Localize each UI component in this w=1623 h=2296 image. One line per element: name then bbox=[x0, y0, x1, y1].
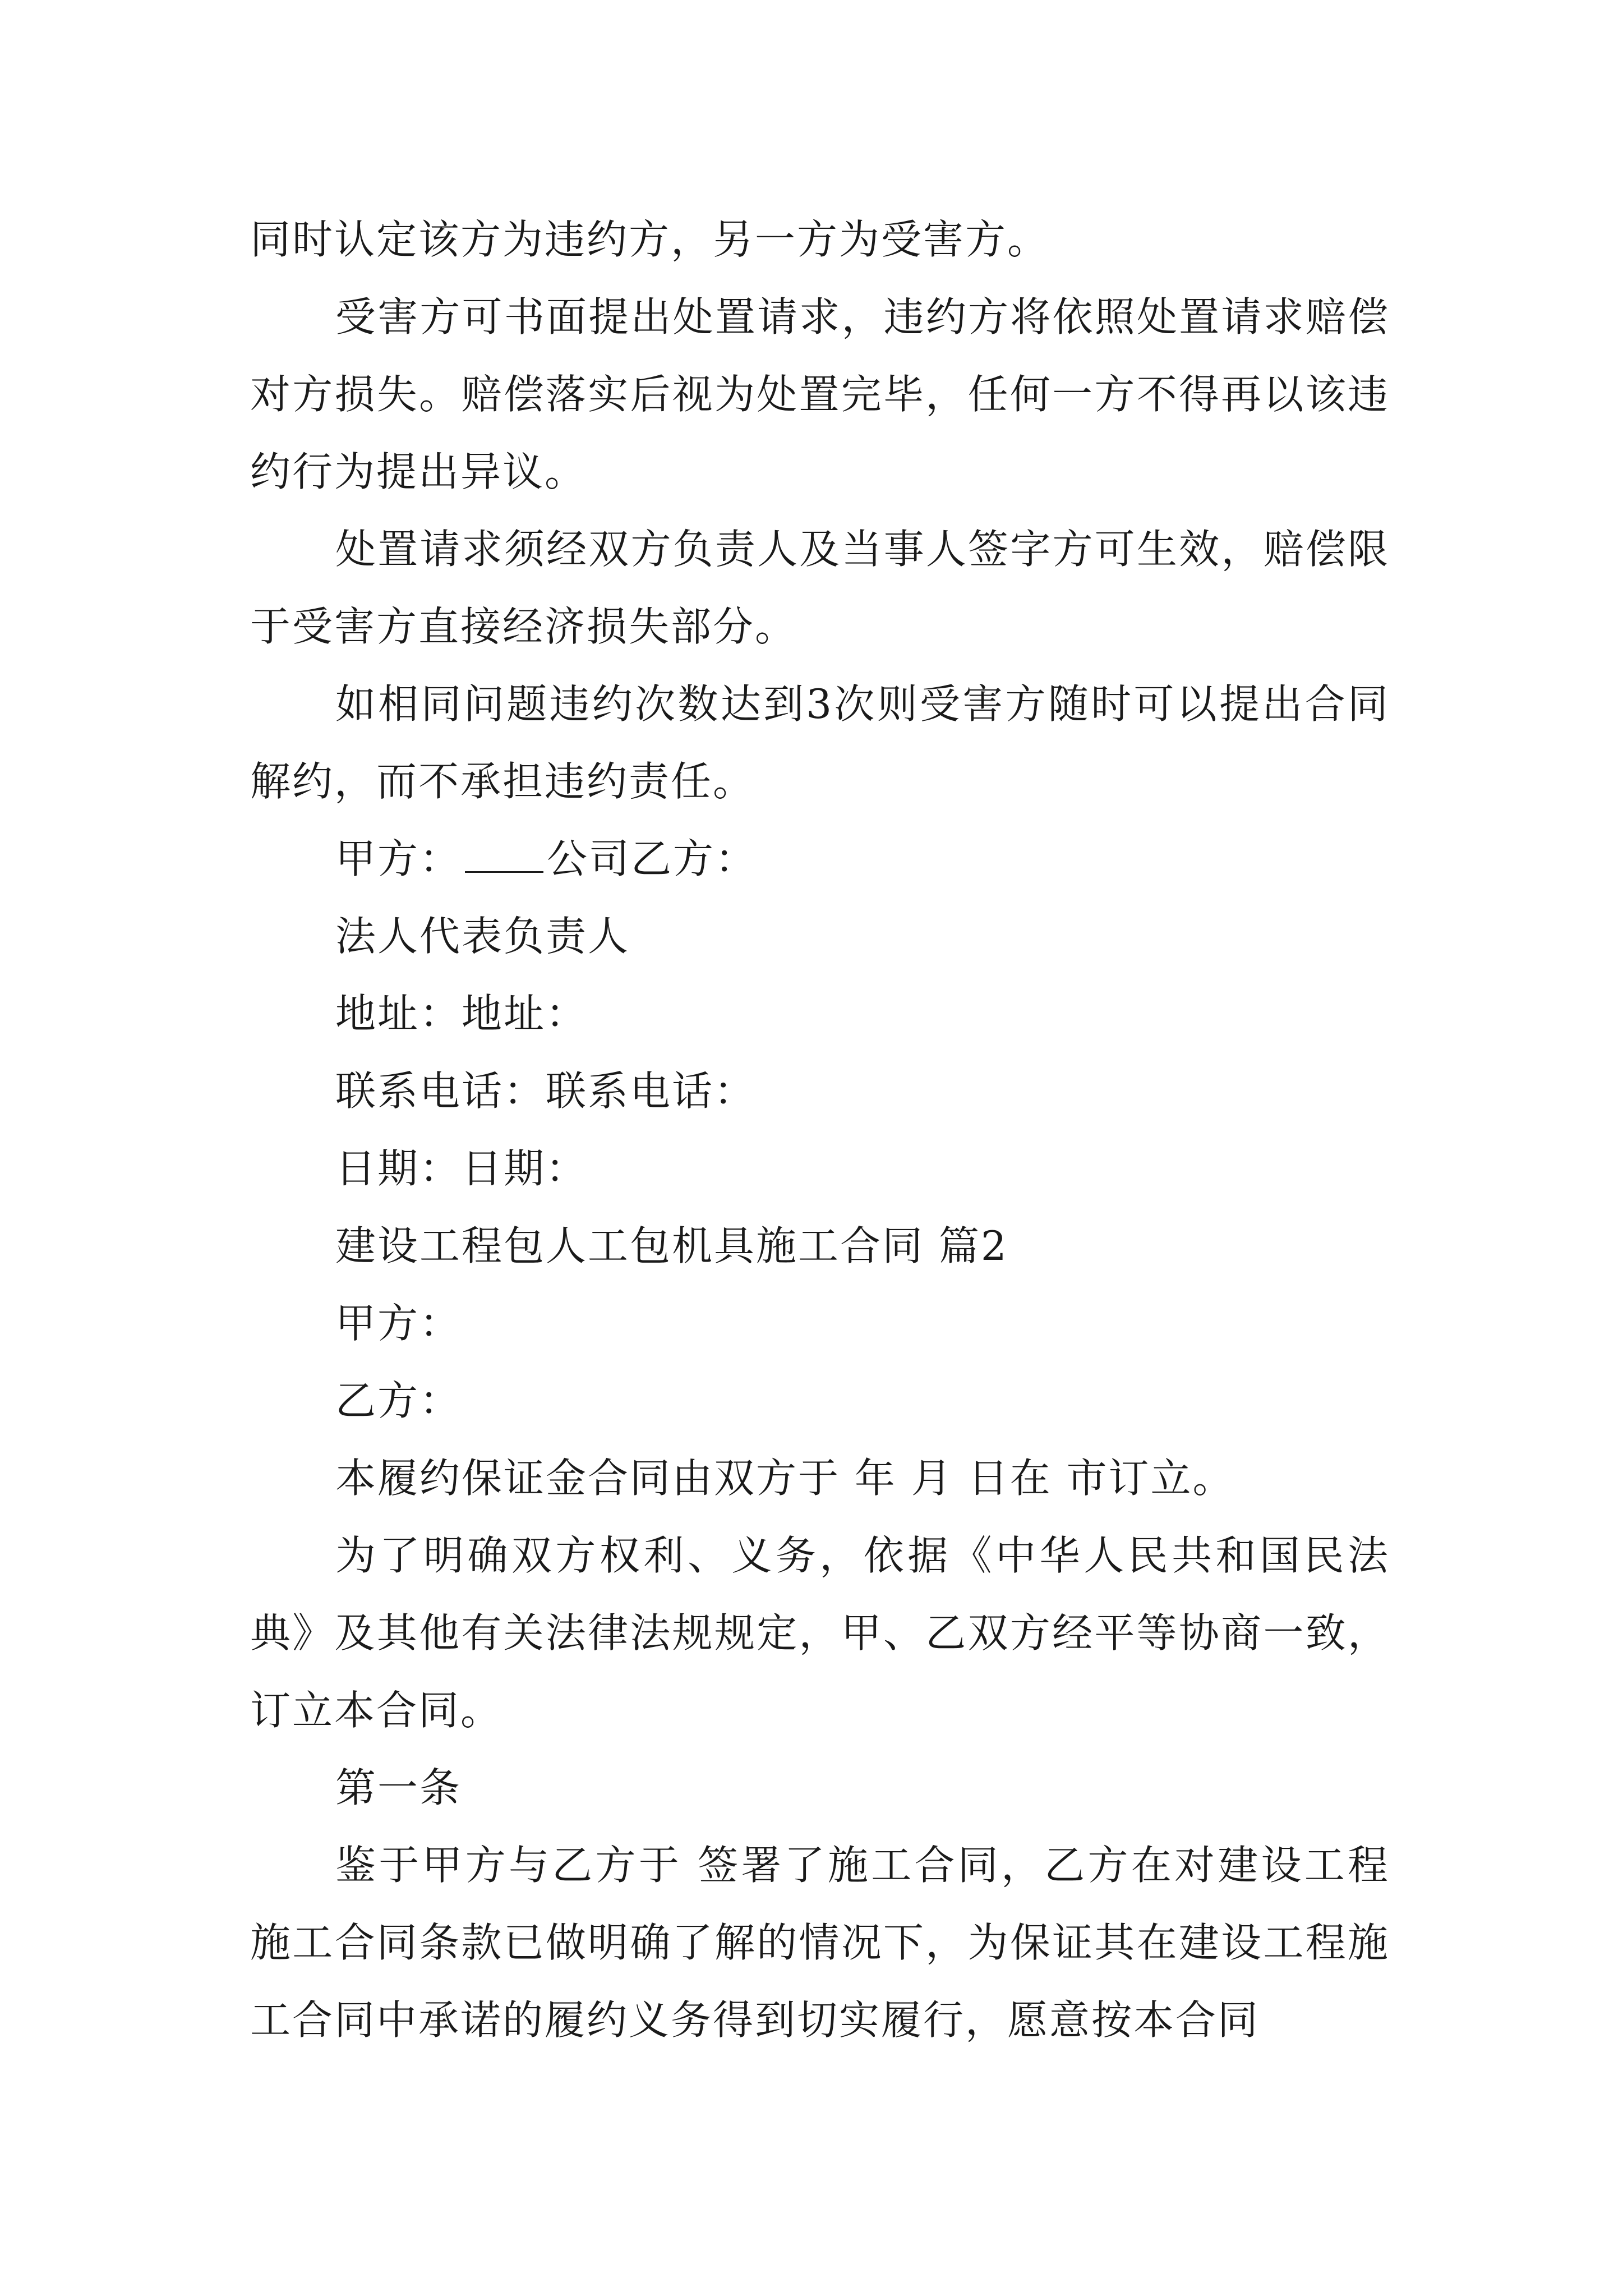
section-title: 建设工程包人工包机具施工合同 篇2 bbox=[335, 1222, 1008, 1269]
company-name-blank bbox=[465, 836, 543, 873]
legal-representative-line: 法人代表负责人 bbox=[335, 913, 630, 960]
party-b-line: 乙方： bbox=[335, 1377, 462, 1424]
article-one-heading: 第一条 bbox=[335, 1764, 462, 1811]
paragraph-purpose: 为了明确双方权利、义务，依据《中华人民共和国民法典》及其他有关法律法规规定，甲、乙双方经平等协商一致，订立本合同。 bbox=[250, 1532, 1390, 1734]
paragraph-3: 处置请求须经双方负责人及当事人签字方可生效，赔偿限于受害方直接经济损失部分。 bbox=[250, 526, 1390, 650]
party-b-label: 公司乙方： bbox=[547, 835, 758, 882]
party-a-label: 甲方： bbox=[335, 835, 462, 882]
party-a-signature-line bbox=[250, 820, 1390, 898]
document-body bbox=[250, 201, 1390, 2059]
party-a-line: 甲方： bbox=[335, 1300, 462, 1347]
paragraph-4: 如相同问题违约次数达到3次则受害方随时可以提出合同解约，而不承担违约责任。 bbox=[250, 680, 1390, 805]
date-line: 日期：日期： bbox=[335, 1145, 588, 1192]
article-one-body: 鉴于甲方与乙方于 签署了施工合同，乙方在对建设工程施工合同条款已做明确了解的情况下，为保证其在建设工程施工合同中承诺的履约义务得到切实履行，愿意按本合同 bbox=[250, 1842, 1390, 2044]
paragraph-contract-date: 本履约保证金合同由双方于 年 月 日在 市订立。 bbox=[335, 1455, 1235, 1502]
phone-line: 联系电话：联系电话： bbox=[335, 1068, 757, 1115]
address-line: 地址：地址： bbox=[335, 990, 588, 1037]
paragraph-2: 受害方可书面提出处置请求，违约方将依照处置请求赔偿对方损失。赔偿落实后视为处置完毕，任何一方不得再以该违约行为提出异议。 bbox=[250, 293, 1390, 495]
paragraph-1: 同时认定该方为违约方，另一方为受害方。 bbox=[250, 216, 1050, 263]
